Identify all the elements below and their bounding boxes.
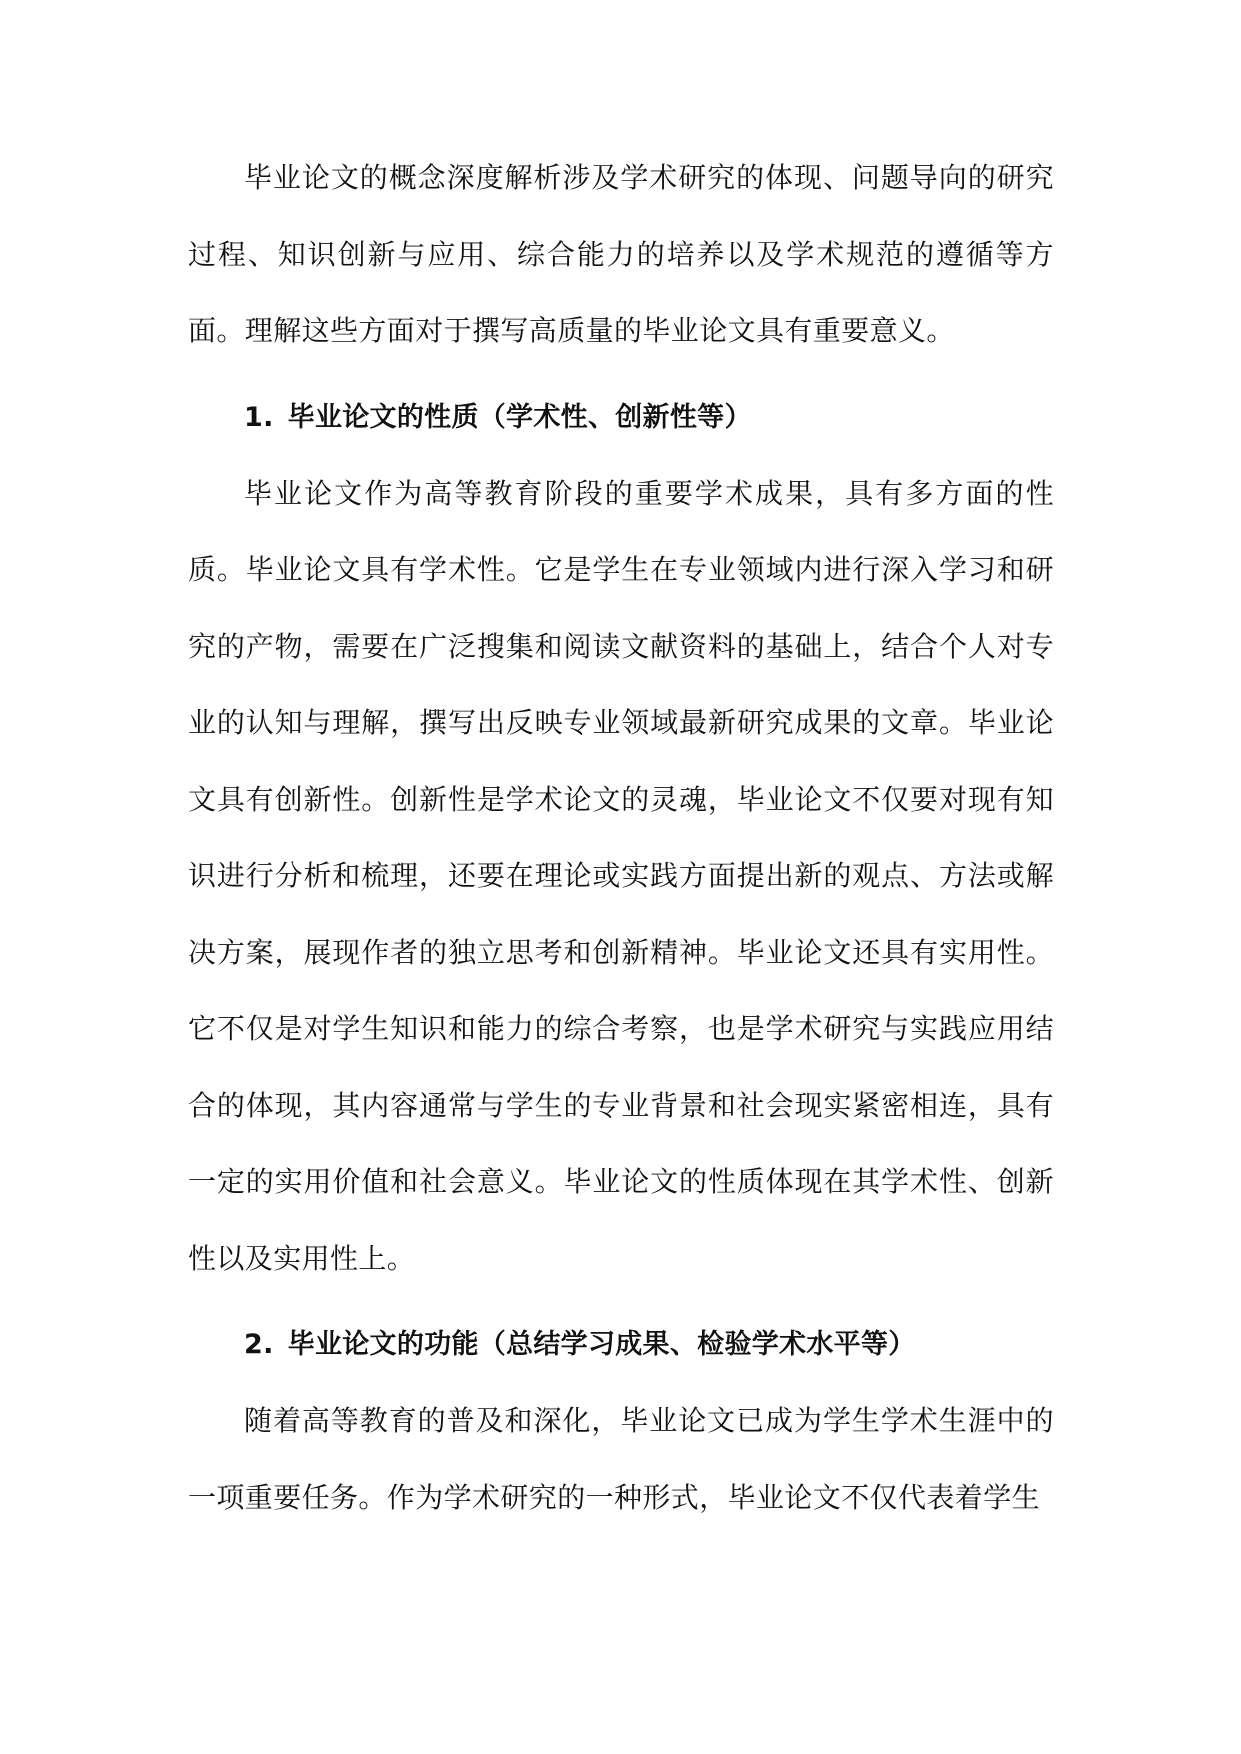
section-1-paragraph: 毕业论文作为高等教育阶段的重要学术成果，具有多方面的性质。毕业论文具有学术性。它是学生在专业领域内进行深入学习和研究的产物，需要在广泛搜集和阅读文献资料的基础上，结合个人对专业的认知与理解，撰写出反映专业领域最新研究成果的文章。毕业论文具有创新性。创新性是学术论文的灵魂，毕业论文不仅要对现有知识进行分析和梳理，还要在理论或实践方面提出新的观点、方法或解决方案，展现作者的独立思考和创新精神。毕业论文还具有实用性。它不仅是对学生知识和能力的综合考察，也是学术研究与实践应用结合的体现，其内容通常与学生的专业背景和社会现实紧密相连，具有一定的实用价值和社会意义。毕业论文的性质体现在其学术性、创新性以及实用性上。 xyxy=(188,476,1054,1275)
section-1-title: 毕业论文的性质（学术性、创新性等） xyxy=(287,401,752,433)
section-2-heading xyxy=(188,1297,1054,1383)
section-1-heading xyxy=(188,370,1054,456)
section-1-number: 1. xyxy=(244,401,274,433)
document-body xyxy=(188,140,1054,1536)
section-2-number: 2. xyxy=(244,1329,274,1360)
intro-paragraph: 毕业论文的概念深度解析涉及学术研究的体现、问题导向的研究过程、知识创新与应用、综合能力的培养以及学术规范的遵循等方面。理解这些方面对于撰写高质量的毕业论文具有重要意义。 xyxy=(188,161,1054,347)
section-2-paragraph: 随着高等教育的普及和深化，毕业论文已成为学生学术生涯中的一项重要任务。作为学术研究的一种形式，毕业论文不仅代表着学生 xyxy=(188,1404,1054,1514)
section-2-title: 毕业论文的功能（总结学习成果、检验学术水平等） xyxy=(287,1329,916,1360)
